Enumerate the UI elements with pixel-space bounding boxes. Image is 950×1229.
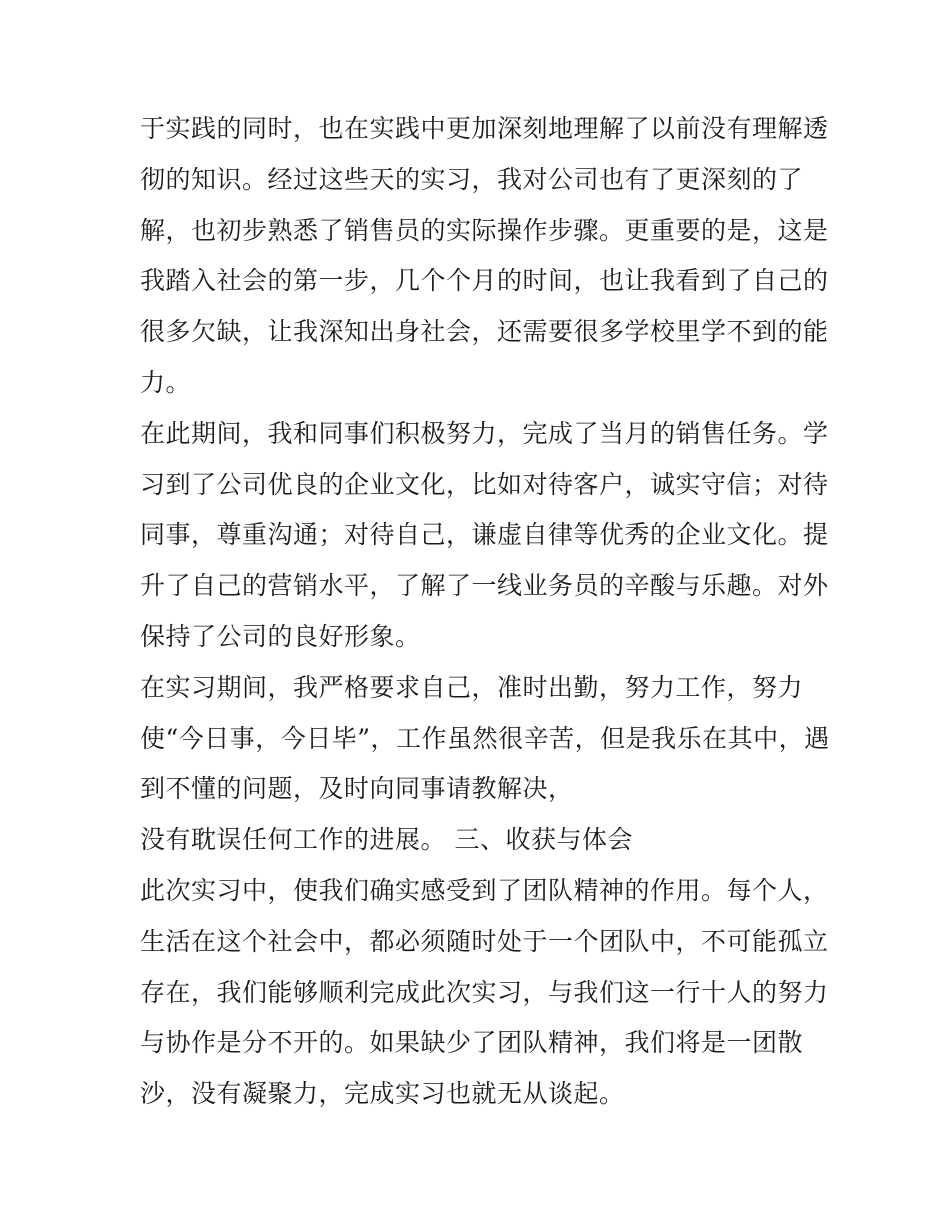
text-line: 没有耽误任何工作的进展。 三、收获与体会 [140, 825, 633, 855]
text-line: 保持了公司的良好形象。 [140, 621, 421, 651]
text-line: 到不懂的问题，及时向同事请教解决， [140, 774, 574, 804]
text-line: 在此期间，我和同事们积极努力，完成了当月的销售任务。学 [140, 418, 829, 448]
text-line: 存在，我们能够顺利完成此次实习，与我们这一行十人的努力 [140, 977, 829, 1007]
text-line: 升了自己的营销水平，了解了一线业务员的辛酸与乐趣。对外 [140, 571, 829, 601]
text-line: 解，也初步熟悉了销售员的实际操作步骤。更重要的是，这是 [140, 215, 829, 245]
text-line: 生活在这个社会中，都必须随时处于一个团队中，不可能孤立 [140, 926, 829, 956]
text-line: 力。 [140, 367, 192, 397]
text-line: 在实习期间，我严格要求自己，准时出勤，努力工作，努力 [140, 672, 804, 702]
text-line: 与协作是分不开的。如果缺少了团队精神，我们将是一团散 [140, 1028, 804, 1058]
text-line: 于实践的同时，也在实践中更加深刻地理解了以前没有理解透 [140, 114, 829, 143]
text-line: 沙，没有凝聚力，完成实习也就无从谈起。 [140, 1079, 625, 1109]
body-text [140, 104, 830, 1120]
text-line: 很多欠缺，让我深知出身社会，还需要很多学校里学不到的能 [140, 317, 829, 347]
text-line: 习到了公司优良的企业文化，比如对待客户，诚实守信；对待 [140, 469, 829, 499]
text-line: 同事，尊重沟通；对待自己，谦虚自律等优秀的企业文化。提 [140, 520, 829, 550]
text-line: 此次实习中，使我们确实感受到了团队精神的作用。每个人， [140, 875, 829, 905]
text-line: 彻的知识。经过这些天的实习，我对公司也有了更深刻的了 [140, 164, 804, 194]
text-line: 使“今日事，今日毕”，工作虽然很辛苦，但是我乐在其中，遇 [140, 723, 830, 753]
text-line: 我踏入社会的第一步，几个个月的时间，也让我看到了自己的 [140, 266, 829, 296]
